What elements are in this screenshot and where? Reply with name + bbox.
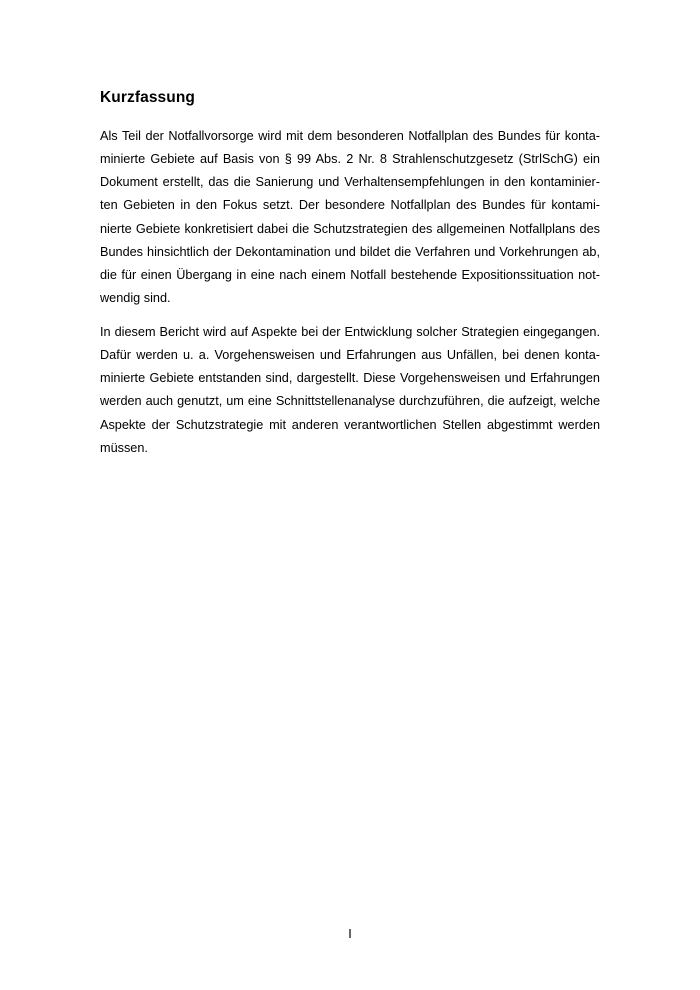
page-number: I [348, 927, 352, 941]
paragraph-line: werden auch genutzt, um eine Schnittstellenanalyse durchzuführen, die aufzeigt, welche [100, 394, 600, 409]
paragraph-line: müssen. [100, 440, 148, 455]
paragraph-line: Dafür werden u. a. Vorgehensweisen und Erfahrungen aus Unfällen, bei denen konta- [100, 348, 600, 363]
paragraph-line: In diesem Bericht wird auf Aspekte bei der Entwicklung solcher Strategien eingegangen. [100, 325, 600, 339]
section-heading: Kurzfassung [100, 89, 195, 106]
paragraph-line: Bundes hinsichtlich der Dekontamination und bildet die Verfahren und Vorkehrungen ab, [100, 244, 600, 259]
paragraph-line: minierte Gebiete auf Basis von § 99 Abs. 2 Nr. 8 Strahlenschutzgesetz (StrlSchG) ein [100, 152, 600, 167]
paragraph-line: Dokument erstellt, das die Sanierung und Verhaltensempfehlungen in den kontaminier- [100, 175, 600, 190]
paragraph-line: nierte Gebiete konkretisiert dabei die Schutzstrategien des allgemeinen Notfallplans des [100, 221, 600, 236]
paragraph-line: die für einen Übergang in eine nach einem Notfall bestehende Expositionssituation not- [100, 267, 600, 282]
paragraph-line: minierte Gebiete entstanden sind, dargestellt. Diese Vorgehensweisen und Erfahrungen [100, 371, 600, 386]
paragraph-line: Als Teil der Notfallvorsorge wird mit dem besonderen Notfallplan des Bundes für konta- [100, 129, 600, 143]
paragraph-line: wendig sind. [100, 290, 171, 305]
paragraph-line: Aspekte der Schutzstrategie mit anderen verantwortlichen Stellen abgestimmt werden [100, 417, 600, 432]
paragraph-2 [100, 321, 600, 460]
paragraph-1 [100, 125, 600, 310]
paragraph-line: ten Gebieten in den Fokus setzt. Der besondere Notfallplan des Bundes für kontami- [100, 198, 600, 213]
